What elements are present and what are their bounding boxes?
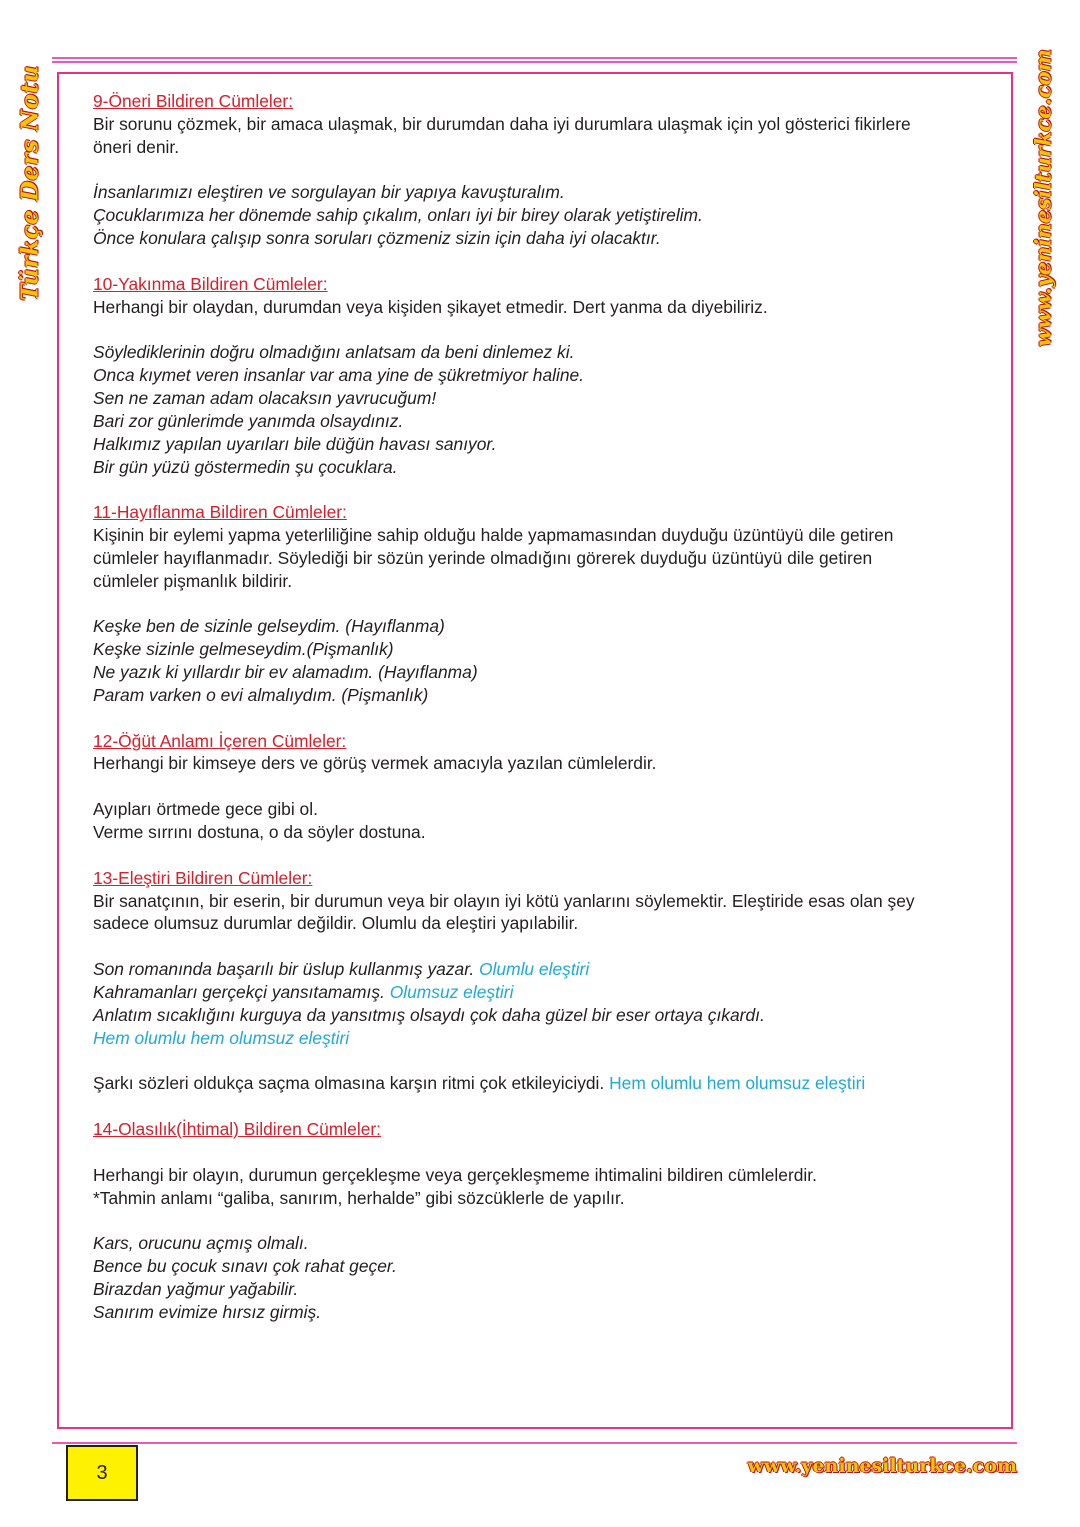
section-heading: 11-Hayıflanma Bildiren Cümleler: [93, 502, 347, 523]
example-line: Kars, orucunu açmış olmalı. [93, 1233, 309, 1254]
critique-tag: Olumlu eleştiri [479, 959, 590, 980]
example-text: Kahramanları gerçekçi yansıtamamış. [93, 981, 385, 1002]
definition-line: Bir sorunu çözmek, bir amaca ulaşmak, bir durumdan daha iyi durumlara ulaşmak için yol gösterici fikirlere [93, 113, 911, 134]
example-line [93, 981, 998, 1004]
definition-line: Herhangi bir olaydan, durumdan veya kişiden şikayet etmedir. Dert yanma da diyebiliriz. [93, 296, 768, 317]
footer-website: www.yeninesilturkce.com [747, 1455, 1017, 1477]
example-text: Şarkı sözleri oldukça saçma olmasına karşın ritmi çok etkileyiciydi. [93, 1073, 605, 1094]
top-rule-1 [52, 57, 1017, 59]
example-line: Sen ne zaman adam olacaksın yavrucuğum! [93, 387, 437, 408]
bottom-rule [52, 1442, 1017, 1444]
definition-line: Kişinin bir eylemi yapma yeterliliğine sahip olduğu halde yapmamasından duyduğu üzüntüyü dile getiren [93, 525, 894, 546]
example-line [93, 1072, 998, 1095]
example-text: Son romanında başarılı bir üslup kullanmış yazar. [93, 959, 475, 980]
example-line: Bari zor günlerimde yanımda olsaydınız. [93, 410, 404, 431]
example-line: Keşke sizinle gelmeseydim.(Pişmanlık) [93, 639, 394, 660]
section-heading: 13-Eleştiri Bildiren Cümleler: [93, 867, 313, 888]
example-line: Anlatım sıcaklığını kurguya da yansıtmış olsaydı çok daha güzel bir eser ortaya çıkardı. [93, 1004, 765, 1025]
example-line: Param varken o evi almalıydım. (Pişmanlık) [93, 684, 429, 705]
page-content [93, 90, 998, 1324]
critique-tag: Hem olumlu hem olumsuz eleştiri [609, 1073, 866, 1094]
example-line: Onca kıymet veren insanlar var ama yine de şükretmiyor haline. [93, 365, 585, 386]
critique-tag: Olumsuz eleştiri [389, 981, 514, 1002]
section-heading: 12-Öğüt Anlamı İçeren Cümleler: [93, 730, 347, 751]
side-title-label: Türkçe Ders Notu [16, 65, 44, 301]
example-line: Verme sırrını dostuna, o da söyler dostuna. [93, 822, 426, 842]
example-line: Ne yazık ki yıllardır bir ev alamadım. (Hayıflanma) [93, 662, 478, 683]
example-line: İnsanlarımızı eleştiren ve sorgulayan bir yapıya kavuşturalım. [93, 182, 565, 203]
definition-line: *Tahmin anlamı “galiba, sanırım, herhalde” gibi sözcüklerle de yapılır. [93, 1187, 625, 1208]
top-rule-2 [52, 61, 1017, 63]
example-line: Bir gün yüzü göstermedin şu çocuklara. [93, 456, 398, 477]
section-heading: 9-Öneri Bildiren Cümleler: [93, 91, 294, 111]
example-line: Keşke ben de sizinle gelseydim. (Hayıflanma) [93, 616, 445, 637]
side-website-label: www.yeninesilturkce.com [1030, 49, 1056, 347]
example-line: Çocuklarımıza her dönemde sahip çıkalım, onları iyi bir birey olarak yetiştirelim. [93, 205, 703, 226]
critique-tag: Hem olumlu hem olumsuz eleştiri [93, 1027, 350, 1048]
definition-line: Herhangi bir olayın, durumun gerçekleşme veya gerçekleşmeme ihtimalini bildiren cümlelerdir. [93, 1164, 817, 1185]
section-heading: 14-Olasılık(İhtimal) Bildiren Cümleler: [93, 1118, 381, 1139]
example-line: Birazdan yağmur yağabilir. [93, 1278, 299, 1299]
example-line: Halkımız yapılan uyarıları bile düğün havası sanıyor. [93, 433, 497, 454]
definition-line: öneri denir. [93, 136, 180, 157]
definition-line: sadece olumsuz durumlar değildir. Olumlu da eleştiri yapılabilir. [93, 913, 579, 934]
example-line: Sanırım evimize hırsız girmiş. [93, 1301, 322, 1322]
definition-line: cümleler pişmanlık bildirir. [93, 570, 293, 591]
example-line: Önce konulara çalışıp sonra soruları çözmeniz sizin için daha iyi olacaktır. [93, 228, 661, 249]
definition-line: cümleler hayıflanmadır. Söylediği bir sözün yerinde olmadığını görerek duyduğu üzüntüyü dile getiren [93, 547, 873, 568]
example-line [93, 958, 998, 981]
page-number: 3 [66, 1445, 138, 1501]
example-line: Söylediklerinin doğru olmadığını anlatsam da beni dinlemez ki. [93, 342, 575, 363]
definition-line: Bir sanatçının, bir eserin, bir durumun veya bir olayın iyi kötü yanlarını söylemektir. Eleştiride esas olan şey [93, 890, 915, 911]
definition-line: Herhangi bir kimseye ders ve görüş vermek amacıyla yazılan cümlelerdir. [93, 753, 657, 774]
example-line: Bence bu çocuk sınavı çok rahat geçer. [93, 1256, 397, 1277]
example-line: Ayıpları örtmede gece gibi ol. [93, 799, 318, 820]
section-heading: 10-Yakınma Bildiren Cümleler: [93, 273, 328, 294]
